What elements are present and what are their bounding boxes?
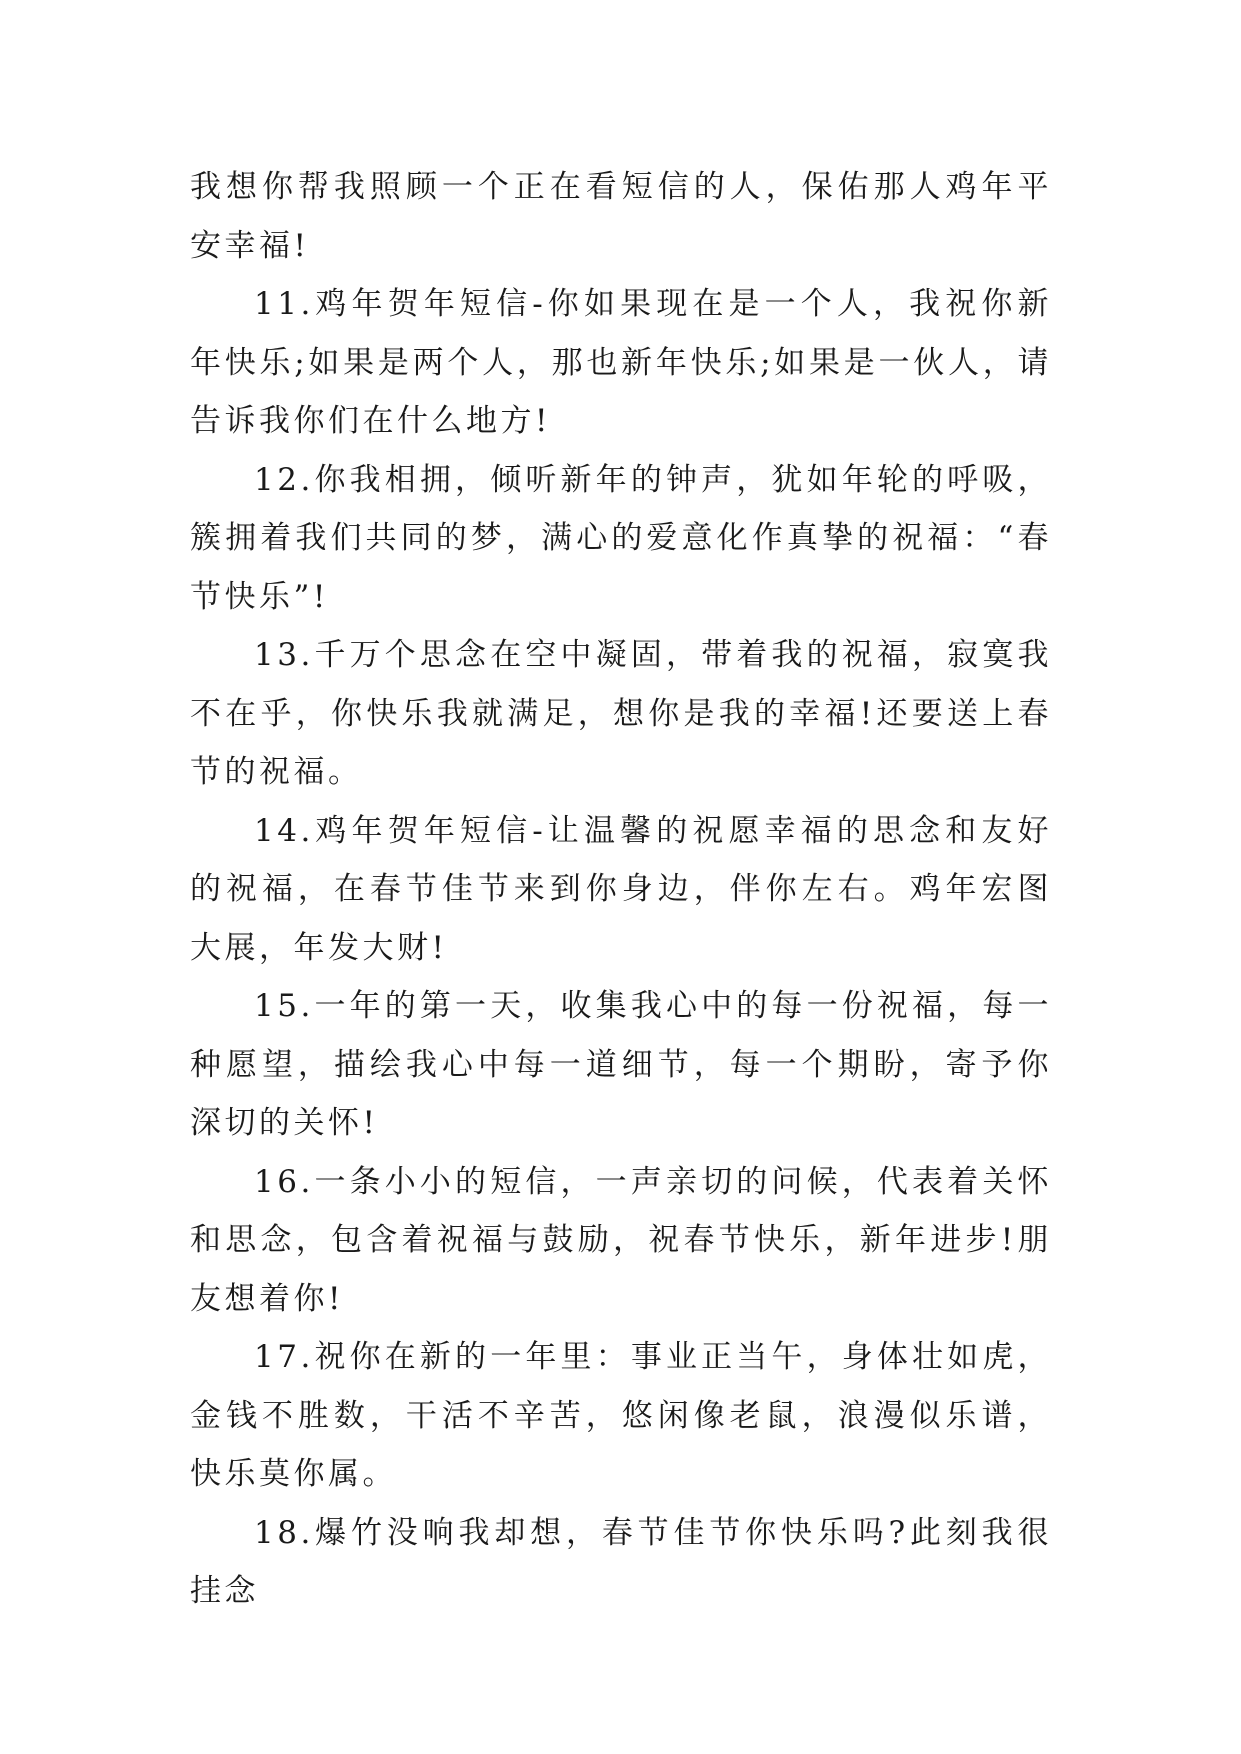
paragraph-continuation: 我想你帮我照顾一个正在看短信的人，保佑那人鸡年平安幸福! [190,169,1052,264]
document-body [190,158,1052,1621]
paragraph-item-12: 12.你我相拥，倾听新年的钟声，犹如年轮的呼吸，簇拥着我们共同的梦，满心的爱意化作真挚的祝福：“春节快乐”! [190,461,1052,615]
paragraph-item-15: 15.一年的第一天，收集我心中的每一份祝福，每一种愿望，描绘我心中每一道细节，每一个期盼，寄予你深切的关怀! [190,988,1052,1141]
paragraph-item-14: 14.鸡年贺年短信-让温馨的祝愿幸福的思念和友好的祝福，在春节佳节来到你身边，伴你左右。鸡年宏图大展，年发大财! [190,812,1052,966]
paragraph-item-17: 17.祝你在新的一年里：事业正当午，身体壮如虎，金钱不胜数，干活不辛苦，悠闲像老鼠，浪漫似乐谱，快乐莫你属。 [190,1339,1052,1492]
paragraph-item-11: 11.鸡年贺年短信-你如果现在是一个人，我祝你新年快乐;如果是两个人，那也新年快乐;如果是一伙人，请告诉我你们在什么地方! [190,286,1052,439]
paragraph-item-16: 16.一条小小的短信，一声亲切的问候，代表着关怀和思念，包含着祝福与鼓励，祝春节快乐，新年进步!朋友想着你! [190,1163,1052,1317]
paragraph-item-18: 18.爆竹没响我却想，春节佳节你快乐吗?此刻我很挂念 [190,1514,1052,1609]
paragraph-item-13: 13.千万个思念在空中凝固，带着我的祝福，寂寞我不在乎，你快乐我就满足，想你是我的幸福!还要送上春节的祝福。 [190,637,1052,790]
